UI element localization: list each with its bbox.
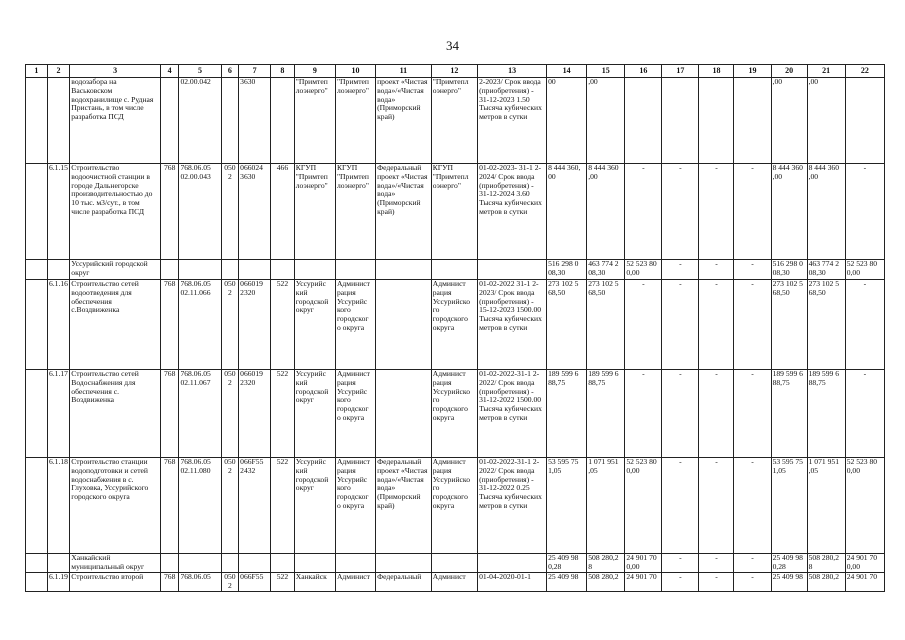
column-header: 19 (734, 65, 771, 78)
table-cell: - (662, 260, 699, 280)
table-cell: 25 409 98 (771, 573, 807, 592)
table-cell: 273 102 5 68,50 (807, 280, 845, 370)
table-cell: Строительство станции водоподготовки и сетей водоснабжения в с. Глуховка, Уссурийского городского округа (70, 458, 161, 554)
table-row (26, 458, 885, 554)
column-header: 6 (221, 65, 239, 78)
table-cell (662, 78, 699, 164)
table-cell: - (662, 280, 699, 370)
table-cell: - (699, 164, 734, 260)
column-header: 12 (431, 65, 477, 78)
table-cell: - (662, 554, 699, 573)
table-cell: - (845, 164, 884, 260)
table-cell: 01-02-2022 31-1 2-2023/ Срок ввода (приобретения) - 15-12-2023 1500.00 Тысяча кубических метров в сутки (478, 280, 547, 370)
table-cell (179, 260, 221, 280)
table-cell: проект «Чистая вода»/«Чистая вода» (Приморский край) (376, 78, 432, 164)
table-cell: 01-04-2020-01-1 (478, 573, 547, 592)
table-cell (26, 554, 48, 573)
table-cell: Федеральный (376, 573, 432, 592)
table-cell: Админист рация Уссурийско го городского округа (431, 280, 477, 370)
column-header: 20 (771, 65, 807, 78)
table-cell (335, 260, 375, 280)
table-cell: 0502 (221, 458, 239, 554)
table-cell: 25 409 98 0,28 (547, 554, 587, 573)
table-header-row (26, 65, 885, 78)
table-row (26, 554, 885, 573)
table-cell: 6.1.16 (47, 280, 70, 370)
table-cell: ,00 (587, 78, 625, 164)
table-cell (271, 78, 295, 164)
table-cell: - (699, 280, 734, 370)
table-cell: водозабора на Васьковском водохранилище с. Рудная Пристань, в том числе разработка ПСД (70, 78, 161, 164)
table-cell: 273 102 5 68,50 (547, 280, 587, 370)
table-cell (47, 260, 70, 280)
table-cell: 6.1.15 (47, 164, 70, 260)
table-cell: 1 071 951 ,05 (807, 458, 845, 554)
table-cell: 463 774 2 08,30 (587, 260, 625, 280)
table-row (26, 78, 885, 164)
table-cell: 0502 (221, 370, 239, 458)
table-cell: КГУП "Примтеп лоэнерго" (294, 164, 335, 260)
table-cell: - (734, 260, 771, 280)
table-cell: 01-02-2023- 31-1 2-2024/ Срок ввода (приобретения) - 31-12-2024 3.60 Тысяча кубических метров в сутки (478, 164, 547, 260)
table-cell (239, 554, 271, 573)
table-cell: 508 280,2 8 (587, 554, 625, 573)
table-cell: - (662, 573, 699, 592)
table-row (26, 370, 885, 458)
table-cell: 25 409 98 (547, 573, 587, 592)
table-cell: 0502 (221, 164, 239, 260)
table-cell: 189 599 6 88,75 (587, 370, 625, 458)
table-cell: 508 280,2 (587, 573, 625, 592)
table-cell: - (699, 370, 734, 458)
table-row (26, 280, 885, 370)
table-cell: 189 599 6 88,75 (807, 370, 845, 458)
column-header: 14 (547, 65, 587, 78)
table-cell: КГУП "Примтепл оэнерго" (431, 164, 477, 260)
column-header: 1 (26, 65, 48, 78)
table-cell: 6.1.19 (47, 573, 70, 592)
table-cell: 768 (160, 280, 179, 370)
table-cell: 516 298 0 08,30 (771, 260, 807, 280)
table-cell: Строительство второй (70, 573, 161, 592)
table-cell (26, 370, 48, 458)
table-cell (179, 554, 221, 573)
table-cell (376, 370, 432, 458)
table-cell: - (734, 370, 771, 458)
table-cell (431, 554, 477, 573)
table-cell: 6.1.17 (47, 370, 70, 458)
table-cell: 768.06.05 02.00.043 (179, 164, 221, 260)
table-cell (376, 260, 432, 280)
table-cell: Админист рация Уссурийс кого городског о округа (335, 280, 375, 370)
table-cell: 0502 (221, 573, 239, 592)
table-cell (478, 554, 547, 573)
table-cell: 189 599 6 88,75 (771, 370, 807, 458)
column-header: 18 (699, 65, 734, 78)
table-cell: Федеральный проект «Чистая вода»/«Чистая вода» (Приморский край) (376, 164, 432, 260)
table-cell: - (734, 554, 771, 573)
table-cell: Админист рация Уссурийско го городского округа (431, 370, 477, 458)
table-cell: 522 (271, 280, 295, 370)
table-cell: 24 901 70 0,00 (625, 554, 662, 573)
table-cell: 522 (271, 458, 295, 554)
table-cell: Ханкайск (294, 573, 335, 592)
table-cell (160, 260, 179, 280)
table-cell: Админист рация Уссурийс кого городског о округа (335, 370, 375, 458)
table-cell (26, 573, 48, 592)
table-cell: Админист рация Уссурийс кого городског о округа (335, 458, 375, 554)
table-cell: Строительство сетей Водоснабжения для обеспечения с. Воздвиженка (70, 370, 161, 458)
table-cell: 768 (160, 370, 179, 458)
column-header: 3 (70, 65, 161, 78)
column-header: 16 (625, 65, 662, 78)
table-cell: 52 523 80 0,00 (625, 458, 662, 554)
table-cell (47, 554, 70, 573)
page-number: 34 (446, 38, 459, 53)
table-cell: - (734, 280, 771, 370)
table-cell: - (699, 554, 734, 573)
table-cell (271, 554, 295, 573)
table-cell: 53 595 75 1,05 (547, 458, 587, 554)
table-cell: Уссурийс кий городской округ (294, 458, 335, 554)
table-cell: - (625, 164, 662, 260)
table-cell: 066F55 (239, 573, 271, 592)
table-cell: 24 901 70 (625, 573, 662, 592)
table-cell: 24 901 70 (845, 573, 884, 592)
table-cell: 3630 (239, 78, 271, 164)
table-cell: Строительство водоочистной станции в городе Дальнегорске производительностью до 10 тыс. м3/сут., в том числе разработка ПСД (70, 164, 161, 260)
table-cell: 53 595 75 1,05 (771, 458, 807, 554)
table-cell: 00 (547, 78, 587, 164)
table-cell: 8 444 360 ,00 (771, 164, 807, 260)
table-cell (335, 554, 375, 573)
table-cell: Федеральный проект «Чистая вода»/«Чистая вода» (Приморский край) (376, 458, 432, 554)
table-cell: 768.06.05 (179, 573, 221, 592)
column-header: 8 (271, 65, 295, 78)
table-cell (431, 260, 477, 280)
table-cell: 8 444 360, 00 (547, 164, 587, 260)
table-cell: 01-02-2022-31-1 2-2022/ Срок ввода (приобретения) - 31-12-2022 1500.00 Тысяча кубических метров в сутки (478, 370, 547, 458)
table-cell: 768.06.05 02.11.080 (179, 458, 221, 554)
table-cell (221, 260, 239, 280)
table-cell (271, 260, 295, 280)
table-cell: 522 (271, 573, 295, 592)
table-cell: 8 444 360 ,00 (807, 164, 845, 260)
table-cell: - (662, 164, 699, 260)
column-header: 4 (160, 65, 179, 78)
table-cell: Уссурийс кий городской округ (294, 280, 335, 370)
table-cell: - (845, 280, 884, 370)
table-cell: Админист (335, 573, 375, 592)
table-cell (239, 260, 271, 280)
table-cell: 066019 2320 (239, 280, 271, 370)
table-cell: 24 901 70 0,00 (845, 554, 884, 573)
table-cell: 52 523 80 0,00 (625, 260, 662, 280)
table-cell: КГУП "Примтеп лоэнерго" (335, 164, 375, 260)
table-cell: 8 444 360 ,00 (587, 164, 625, 260)
table-cell: 463 774 2 08,30 (807, 260, 845, 280)
column-header: 10 (335, 65, 375, 78)
table-cell: - (662, 370, 699, 458)
table-cell: Уссурийский городской округ (70, 260, 161, 280)
table-cell: 02.00.042 (179, 78, 221, 164)
table-cell: - (845, 370, 884, 458)
table-cell (26, 260, 48, 280)
column-header: 9 (294, 65, 335, 78)
column-header: 15 (587, 65, 625, 78)
table-cell: Ханкайский муниципальный округ (70, 554, 161, 573)
table-cell (160, 78, 179, 164)
table-cell (376, 280, 432, 370)
table-cell: 522 (271, 370, 295, 458)
table-cell: 768.06.05 02.11.066 (179, 280, 221, 370)
column-header: 21 (807, 65, 845, 78)
table-cell: Строительство сетей водоотведения для обеспечения с.Воздвиженка (70, 280, 161, 370)
table-cell: 516 298 0 08,30 (547, 260, 587, 280)
table-cell (845, 78, 884, 164)
table-row (26, 164, 885, 260)
table-cell (26, 78, 48, 164)
table-cell: 0502 (221, 280, 239, 370)
data-table (25, 64, 885, 592)
table-cell: ,00 (771, 78, 807, 164)
table-cell: - (699, 573, 734, 592)
table-row (26, 573, 885, 592)
table-row (26, 260, 885, 280)
table-cell (478, 260, 547, 280)
table-cell (734, 78, 771, 164)
table-cell: 1 071 951 ,05 (587, 458, 625, 554)
table-cell: Админист рация Уссурийско го городского округа (431, 458, 477, 554)
table-cell: 066F55 2432 (239, 458, 271, 554)
table-cell (376, 554, 432, 573)
table-cell: 768 (160, 458, 179, 554)
table-cell: 066019 2320 (239, 370, 271, 458)
table-cell (26, 280, 48, 370)
column-header: 22 (845, 65, 884, 78)
table-cell: 273 102 5 68,50 (587, 280, 625, 370)
table-cell (221, 78, 239, 164)
table-cell: 508 280,2 (807, 573, 845, 592)
table-cell: - (734, 164, 771, 260)
table-cell: 273 102 5 68,50 (771, 280, 807, 370)
table-cell: "Примтеп лоэнерго" (335, 78, 375, 164)
column-header: 5 (179, 65, 221, 78)
table-cell: - (734, 458, 771, 554)
table-cell: 066024 3630 (239, 164, 271, 260)
column-header: 17 (662, 65, 699, 78)
table-cell (221, 554, 239, 573)
table-cell: 466 (271, 164, 295, 260)
table-cell (294, 554, 335, 573)
table-cell: - (625, 370, 662, 458)
table-cell (47, 78, 70, 164)
table-cell: 768 (160, 573, 179, 592)
table-cell: 189 599 6 88,75 (547, 370, 587, 458)
table-cell: 508 280,2 8 (807, 554, 845, 573)
table-cell: 768 (160, 164, 179, 260)
table-cell (699, 78, 734, 164)
table-cell: - (662, 458, 699, 554)
table-cell (160, 554, 179, 573)
table-cell: Уссурийс кий городской округ (294, 370, 335, 458)
table-cell: - (625, 280, 662, 370)
table-cell (294, 260, 335, 280)
table-cell: - (699, 458, 734, 554)
table-cell (625, 78, 662, 164)
table-cell: 2-2023/ Срок ввода (приобретения) - 31-12-2023 1.50 Тысяча кубических метров в сутки (478, 78, 547, 164)
table-cell: 6.1.18 (47, 458, 70, 554)
table-cell: "Примтепл оэнерго" (431, 78, 477, 164)
table-cell: - (699, 260, 734, 280)
table-cell: 01-02-2022-31-1 2-2022/ Срок ввода (приобретения) - 31-12-2022 0.25 Тысяча кубических метров в сутки (478, 458, 547, 554)
table-cell: ,00 (807, 78, 845, 164)
table-cell: Админист (431, 573, 477, 592)
column-header: 7 (239, 65, 271, 78)
table-cell (26, 458, 48, 554)
column-header: 11 (376, 65, 432, 78)
table-cell (26, 164, 48, 260)
table-cell: 52 523 80 0,00 (845, 260, 884, 280)
column-header: 13 (478, 65, 547, 78)
table-cell: "Примтеп лоэнерго" (294, 78, 335, 164)
table-cell: 52 523 80 0,00 (845, 458, 884, 554)
table-cell: 25 409 98 0,28 (771, 554, 807, 573)
column-header: 2 (47, 65, 70, 78)
table-cell: - (734, 573, 771, 592)
table-cell: 768.06.05 02.11.067 (179, 370, 221, 458)
